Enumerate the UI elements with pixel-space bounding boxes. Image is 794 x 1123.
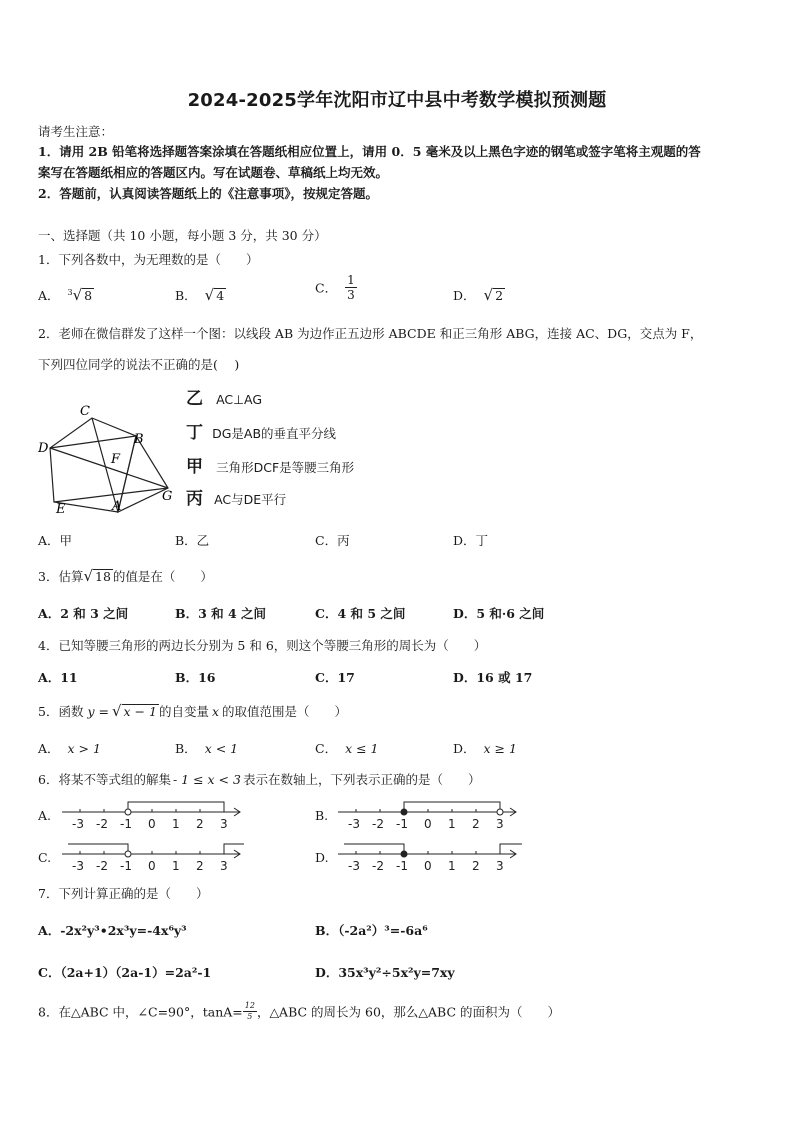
tick-label: 2 [472, 859, 480, 873]
q1-stem: 1．下列各数中，为无理数的是（ ） [38, 252, 259, 267]
tick-label: -2 [372, 859, 384, 873]
q5-radicand: x − 1 [123, 704, 157, 719]
tick-label: 3 [496, 859, 504, 873]
tick-label: 0 [424, 817, 432, 831]
q2-stem-line-2: 下列四位同学的说法不正确的是( ) [38, 357, 240, 372]
q8-fraction: $\frac{12}{5}$ [244, 1001, 255, 1021]
tick-label: 2 [472, 817, 480, 831]
q6-option-a-numberline[interactable] [60, 798, 245, 832]
q1-c-fraction: $\frac{1}{3}$ [347, 273, 355, 302]
q5-stem: 5．函数 y = √ x − 1 的自变量 x 的取值范围是（ ） [38, 702, 348, 720]
q1-option-b[interactable]: B． √ 4 [175, 286, 225, 304]
q7-stem: 7．下列计算正确的是（ ） [38, 886, 209, 901]
tick-label: -2 [96, 817, 108, 831]
tick-label: -1 [396, 817, 408, 831]
q7-option-a[interactable]: A．-2x²y³•2x³y=-4x⁶y³ [38, 923, 187, 938]
tick-label: 3 [220, 817, 228, 831]
tick-label: 3 [496, 817, 504, 831]
tick-label: -1 [120, 817, 132, 831]
tick-label: -3 [72, 859, 84, 873]
q5-option-d[interactable]: D． x ≥ 1 [453, 741, 517, 756]
q7-option-c[interactable]: C．（2a+1）（2a-1）=2a²-1 [38, 965, 212, 980]
q1-option-a[interactable]: A． $^3$√ 8 [38, 286, 93, 304]
tick-label: 1 [172, 817, 180, 831]
q2-claim-3: 甲 三角形DCF是等腰三角形 [186, 457, 355, 477]
q6-option-c-numberline[interactable] [60, 840, 245, 874]
q5-option-a[interactable]: A． x > 1 [38, 741, 101, 756]
q2-claim-4: 丙 AC与DE平行 [186, 489, 287, 509]
tick-label: -3 [72, 817, 84, 831]
notice-item-1-line-2: 案写在答题纸相应的答题区内。写在试题卷、草稿纸上均无效。 [38, 165, 389, 180]
q5-option-b[interactable]: B． x < 1 [175, 741, 239, 756]
q3-radicand: 18 [95, 569, 111, 584]
tick-label: 1 [172, 859, 180, 873]
tick-label: -3 [348, 817, 360, 831]
tick-label: -3 [348, 859, 360, 873]
q2-stem-line-1: 2．老师在微信群发了这样一个图：以线段 AB 为边作正五边形 ABCDE 和正三角形 ABG，连接 AC、DG，交点为 F， [38, 326, 703, 341]
q4-option-c[interactable]: C．17 [315, 670, 355, 685]
q6-option-d-numberline[interactable] [336, 840, 526, 874]
notice-heading: 请考生注意： [38, 124, 114, 139]
q8-stem: 8．在△ABC 中，∠C=90°，tanA= $\frac{12}{5}$ ，△ABC 的周长为 60，那么△ABC 的面积为（ ） [38, 1001, 561, 1021]
q3-option-d[interactable]: D．5 和·6 之间 [453, 606, 545, 621]
tick-label: 1 [448, 817, 456, 831]
q2-label-B: B [134, 432, 144, 447]
q2-label-D: D [38, 441, 49, 456]
q2-option-c[interactable]: C．丙 [315, 533, 350, 548]
q6-option-a-label[interactable]: A. [38, 808, 52, 823]
q3-option-a[interactable]: A．2 和 3 之间 [38, 606, 129, 621]
q1-a-index: 3 [67, 287, 73, 297]
q7-option-d[interactable]: D．35x³y²÷5x²y=7xy [315, 965, 455, 980]
q1-option-c[interactable]: C． $\frac{1}{3}$ [315, 273, 355, 302]
tick-label: 0 [148, 817, 156, 831]
q3-stem: 3．估算√ 18 的值是在（ ） [38, 567, 213, 585]
q3-option-c[interactable]: C．4 和 5 之间 [315, 606, 406, 621]
q4-option-d[interactable]: D．16 或 17 [453, 670, 533, 685]
q2-option-a[interactable]: A．甲 [38, 533, 73, 548]
tick-label: -2 [372, 817, 384, 831]
q3-option-b[interactable]: B．3 和 4 之间 [175, 606, 267, 621]
q2-option-b[interactable]: B．乙 [175, 533, 210, 548]
q6-option-b-label[interactable]: B. [315, 808, 329, 823]
tick-label: -1 [120, 859, 132, 873]
q2-label-E: E [56, 502, 66, 516]
q2-figure [30, 396, 190, 516]
q6-option-b-numberline[interactable] [336, 798, 521, 832]
q2-label-A: A [112, 499, 122, 514]
q1-d-radicand: 2 [495, 288, 504, 303]
q2-claim-2: 丁 DG是AB的垂直平分线 [186, 423, 337, 443]
q1-b-radicand: 4 [216, 288, 225, 303]
tick-label: 2 [196, 859, 204, 873]
q2-claim-1: 乙 AC⊥AG [186, 389, 263, 409]
tick-label: -2 [96, 859, 108, 873]
q4-option-b[interactable]: B．16 [175, 670, 216, 685]
section-heading: 一、选择题（共 10 小题，每小题 3 分，共 30 分） [38, 228, 327, 243]
tick-label: 0 [148, 859, 156, 873]
notice-item-2: 2．答题前，认真阅读答题纸上的《注意事项》，按规定答题。 [38, 186, 378, 201]
page-title: 2024-2025学年沈阳市辽中县中考数学模拟预测题 [187, 90, 607, 111]
q4-stem: 4．已知等腰三角形的两边长分别为 5 和 6，则这个等腰三角形的周长为（ ） [38, 638, 487, 653]
tick-label: -1 [396, 859, 408, 873]
tick-label: 2 [196, 817, 204, 831]
q2-option-d[interactable]: D．丁 [453, 533, 489, 548]
q6-option-d-label[interactable]: D. [315, 850, 329, 865]
q5-option-c[interactable]: C． x ≤ 1 [315, 741, 379, 756]
q6-stem: 6．将某不等式组的解集 - 1 ≤ x < 3 表示在数轴上，下列表示正确的是（ ） [38, 772, 481, 787]
q4-option-a[interactable]: A．11 [38, 670, 78, 685]
q1-a-radicand: 8 [84, 288, 93, 303]
q1-option-d[interactable]: D． √ 2 [453, 286, 504, 304]
q7-option-b[interactable]: B．（-2a²）³=-6a⁶ [315, 923, 428, 938]
tick-label: 1 [448, 859, 456, 873]
q2-label-G: G [162, 489, 173, 504]
q2-label-C: C [80, 404, 90, 419]
tick-label: 3 [220, 859, 228, 873]
q2-label-F: F [111, 452, 121, 467]
tick-label: 0 [424, 859, 432, 873]
q6-option-c-label[interactable]: C. [38, 850, 52, 865]
notice-item-1-line-1: 1．请用 2B 铅笔将选择题答案涂填在答题纸相应位置上，请用 0．5 毫米及以上黑色字迹的钢笔或签字笔将主观题的答 [38, 144, 701, 159]
